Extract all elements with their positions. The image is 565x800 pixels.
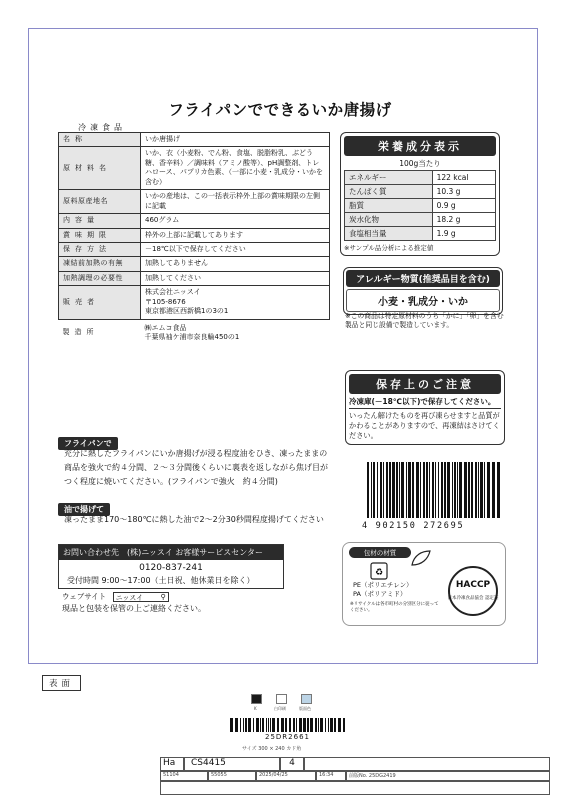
barcode-bar xyxy=(367,462,369,518)
barcode-bar xyxy=(248,718,251,732)
barcode-bar xyxy=(426,462,428,518)
barcode-bar xyxy=(454,462,456,518)
spec-value: いか唐揚げ xyxy=(141,133,330,147)
spec-label: 原料原産地名 xyxy=(59,190,141,214)
barcode-bar xyxy=(406,462,407,518)
spec-row xyxy=(59,214,330,228)
material-pe: PE（ポリエチレン） xyxy=(353,581,413,589)
nutrition-key: エネルギー xyxy=(345,171,433,185)
nutrition-box xyxy=(340,132,500,256)
no-cell-1: 51104 xyxy=(160,771,208,781)
website-search-text: ニッスイ xyxy=(115,594,144,602)
oil-text: 凍ったまま170～180℃に熱した油で2～2分30秒間程度揚げてください xyxy=(64,515,324,524)
spec-label: 名称 xyxy=(59,133,141,147)
oil-tag: 油で揚げて xyxy=(58,503,110,516)
spec-table xyxy=(58,132,330,344)
barcode-bar xyxy=(315,718,317,732)
barcode-bar xyxy=(392,462,395,518)
barcode-number: 4 902150 272695 xyxy=(362,521,465,531)
category-label: 冷凍食品 xyxy=(78,123,126,132)
barcode-bar xyxy=(389,462,391,518)
keep-note: 現品と包装を保管の上ご連絡ください。 xyxy=(62,604,206,613)
spec-label: 内容量 xyxy=(59,214,141,228)
spec-row xyxy=(59,228,330,242)
haccp-seal xyxy=(448,566,498,616)
nutrition-row xyxy=(345,227,496,241)
nutrition-key: 脂質 xyxy=(345,199,433,213)
spec-value: 460グラム xyxy=(141,214,330,228)
barcode-bar xyxy=(307,718,309,732)
nutrition-row xyxy=(345,185,496,199)
barcode-bar xyxy=(380,462,382,518)
no-cell-2: 55055 xyxy=(208,771,256,781)
barcode-bar xyxy=(289,718,291,732)
product-title: フライパンでできるいか唐揚げ xyxy=(168,101,392,119)
nutrition-header: 栄養成分表示 xyxy=(344,136,496,156)
nutrition-value: 1.9 g xyxy=(432,227,495,241)
nutrition-key: たんぱく質 xyxy=(345,185,433,199)
barcode-bar xyxy=(478,462,479,518)
material-pa: PA（ポリアミド） xyxy=(353,590,407,599)
haccp-sub: 日本冷凍食品協会 認定証 xyxy=(447,596,499,601)
spec-label: 原材料名 xyxy=(59,147,141,190)
spec-value: いかの産地は、この一括表示枠外上部の賞味期限の左側に記載 xyxy=(141,190,330,214)
care-sub: 冷凍庫(－18℃以下)で保存してください。 xyxy=(349,396,501,409)
spec-value: 加熱してありません xyxy=(141,257,330,271)
allergy-note: ※この商品は特定原材料のうち「かに」「卵」を含む製品と同じ設備で製造しています。 xyxy=(345,312,504,330)
time-cell: 16:34 xyxy=(316,771,346,781)
nutrition-row xyxy=(345,213,496,227)
barcode-bar xyxy=(438,462,439,518)
barcode-bar xyxy=(243,718,244,732)
spec-row xyxy=(59,190,330,214)
blank-cell xyxy=(304,757,550,771)
date-cell: 2025/04/25 xyxy=(256,771,316,781)
swatch-label-plate: 版面色 xyxy=(299,706,311,711)
spec-label: 凍結前加熱の有無 xyxy=(59,257,141,271)
code-number: 25DR2661 xyxy=(265,733,310,741)
barcode-bar xyxy=(441,462,443,518)
spec-label: 加熱調理の必要性 xyxy=(59,271,141,285)
barcode-bar xyxy=(408,462,411,518)
barcode-bar xyxy=(293,718,295,732)
spec-label: 製造所 xyxy=(59,319,141,344)
cs-cell: CS4415 xyxy=(184,757,280,771)
care-box xyxy=(345,370,505,445)
spec-value: 枠外の上部に記載してあります xyxy=(141,228,330,242)
barcode-bar xyxy=(266,718,267,732)
barcode-bar xyxy=(487,462,490,518)
barcode-bar xyxy=(318,718,319,732)
care-header: 保存上のご注意 xyxy=(349,374,501,394)
green-mark-icon xyxy=(410,549,432,567)
nutrition-row xyxy=(345,171,496,185)
barcode-bar xyxy=(423,462,425,518)
barcode-bar xyxy=(240,718,241,732)
barcode-bar xyxy=(281,718,284,732)
barcode-bar xyxy=(447,462,450,518)
allergy-header: アレルギー物質(推奨品目を含む) xyxy=(346,270,500,287)
allergy-value: 小麦・乳成分・いか xyxy=(346,289,500,312)
spec-row xyxy=(59,242,330,256)
spec-row xyxy=(59,319,330,344)
barcode-bar xyxy=(268,718,269,732)
barcode-bar xyxy=(245,718,247,732)
care-body: いったん解けたものを再び凍らせますと品質がかわることがありますので、再凍結はさけてください。 xyxy=(349,411,500,441)
swatch-white xyxy=(276,694,287,704)
spec-row xyxy=(59,286,330,319)
code-barcode xyxy=(228,718,346,732)
spec-label: 販売者 xyxy=(59,286,141,319)
pan-text: 充分に熱したフライパンにいか唐揚げが浸る程度油をひき、凍ったままの商品を強火で約４分間、２～３分間後くらいに裏表を返しながら焦げ目がつく程度に焼いてください。(フライパンで強火 約４分間) xyxy=(64,449,328,486)
barcode-bar xyxy=(277,718,279,732)
barcode-bar xyxy=(457,462,458,518)
barcode-bar xyxy=(416,462,419,518)
allergy-box xyxy=(343,267,503,315)
barcode-bar xyxy=(320,718,323,732)
nutrition-value: 10.3 g xyxy=(432,185,495,199)
barcode-bar xyxy=(253,718,254,732)
barcode-bar xyxy=(471,462,473,518)
barcode-bar xyxy=(343,718,345,732)
barcode-bar xyxy=(459,462,462,518)
contact-hours: 受付時間 9:00～17:00（土日祝、他休業日を除く） xyxy=(67,575,255,585)
barcode-bar xyxy=(444,462,446,518)
swatch-label-white: 白印刷 xyxy=(274,706,286,711)
barcode-bar xyxy=(371,462,372,518)
barcode-bar xyxy=(272,718,275,732)
barcode-bar xyxy=(484,462,485,518)
barcode-bar xyxy=(412,462,414,518)
nutrition-key: 食塩相当量 xyxy=(345,227,433,241)
barcode-bar xyxy=(386,462,388,518)
nutrition-note: ※サンプル品分析による推定値 xyxy=(344,244,434,252)
barcode-bar xyxy=(325,718,326,732)
barcode-bar xyxy=(401,462,404,518)
barcode-bar xyxy=(492,462,495,518)
page-cell: 4 xyxy=(280,757,304,771)
nutrition-row xyxy=(345,199,496,213)
spec-value: いか、衣（小麦粉、でん粉、食塩、脱脂粉乳、ぶどう糖、香辛料）／調味料（アミノ酸等）、pH調整剤、トレハロース、パプリカ色素、（一部に小麦・乳成分・いかを含む） xyxy=(141,147,330,190)
spec-value: 加熱してください xyxy=(141,271,330,285)
barcode-bar xyxy=(452,462,453,518)
barcode-bar xyxy=(468,462,470,518)
nutrition-table xyxy=(344,170,496,241)
haccp-text: HACCP xyxy=(455,580,491,590)
spec-value: 株式会社ニッスイ 〒105-8676 東京都港区西新橋1の3の1 xyxy=(141,286,330,319)
contact-header: お問い合わせ先 (株)ニッスイ お客様サービスセンター xyxy=(59,545,283,560)
ha-cell: Ha xyxy=(160,757,184,771)
barcode-bar xyxy=(296,718,297,732)
contact-box xyxy=(58,544,284,589)
prev-cell: 前版No. 25DG2419 xyxy=(346,771,550,781)
barcode-bar xyxy=(235,718,238,732)
barcode-bar xyxy=(383,462,384,518)
nutrition-key: 炭水化物 xyxy=(345,213,433,227)
spec-row xyxy=(59,257,330,271)
barcode-bar xyxy=(310,718,313,732)
barcode-bar xyxy=(303,718,306,732)
swatch-label-k: K xyxy=(254,706,257,711)
barcode-bar xyxy=(435,462,436,518)
barcode-bar xyxy=(475,462,477,518)
barcode-bar xyxy=(480,462,483,518)
nutrition-per: 100g当たり xyxy=(399,159,441,168)
barcode-bar xyxy=(396,462,398,518)
nutrition-value: 18.2 g xyxy=(432,213,495,227)
spec-row xyxy=(59,271,330,285)
swatch-black xyxy=(251,694,262,704)
barcode-bar xyxy=(262,718,264,732)
info-grid xyxy=(160,757,550,795)
barcode-bar xyxy=(420,462,421,518)
barcode-bar xyxy=(299,718,302,732)
nutrition-value: 122 kcal xyxy=(432,171,495,185)
barcode-bar xyxy=(432,462,434,518)
website-row xyxy=(62,591,169,602)
spec-value: ㈱エムコ食品 千葉県袖ケ浦市奈良輪450の1 xyxy=(144,323,240,341)
front-label: 表面 xyxy=(42,675,81,691)
barcode-bar xyxy=(328,718,329,732)
barcode-bar xyxy=(464,462,467,518)
barcode-bar xyxy=(373,462,375,518)
spec-row xyxy=(59,147,330,190)
search-icon: ⚲ xyxy=(160,593,166,601)
barcode-bar xyxy=(230,718,233,732)
barcode-bar xyxy=(338,718,341,732)
barcode xyxy=(365,462,501,518)
recycle-plastic-icon xyxy=(370,562,388,580)
contact-tel: 0120-837-241 xyxy=(139,563,203,573)
website-label: ウェブサイト xyxy=(62,592,107,601)
packaging-header: 包材の材質 xyxy=(349,547,411,558)
material-list xyxy=(353,581,413,599)
barcode-bar xyxy=(285,718,287,732)
barcode-bar xyxy=(429,462,430,518)
spec-row xyxy=(59,133,330,147)
barcode-bar xyxy=(497,462,500,518)
barcode-bar xyxy=(377,462,378,518)
barcode-bar xyxy=(399,462,400,518)
barcode-bar xyxy=(334,718,336,732)
nutrition-value: 0.9 g xyxy=(432,199,495,213)
barcode-bar xyxy=(260,718,261,732)
pan-tag: フライパンで xyxy=(58,437,118,450)
barcode-bar xyxy=(270,718,271,732)
barcode-bar xyxy=(330,718,333,732)
barcode-bar xyxy=(256,718,259,732)
spec-label: 賞味期限 xyxy=(59,228,141,242)
notes-cell xyxy=(160,781,550,795)
spec-label: 保存方法 xyxy=(59,242,141,256)
packaging-note: ※リサイクルは各市町村の分別区分に従ってください。 xyxy=(350,602,439,614)
svg-text:♻: ♻ xyxy=(374,568,384,578)
website-search-box[interactable] xyxy=(113,592,169,602)
swatch-plate xyxy=(301,694,312,704)
spec-value: －18℃以下で保存してください xyxy=(141,242,330,256)
size-note: サイズ 300 × 240 カド角 xyxy=(242,746,302,752)
